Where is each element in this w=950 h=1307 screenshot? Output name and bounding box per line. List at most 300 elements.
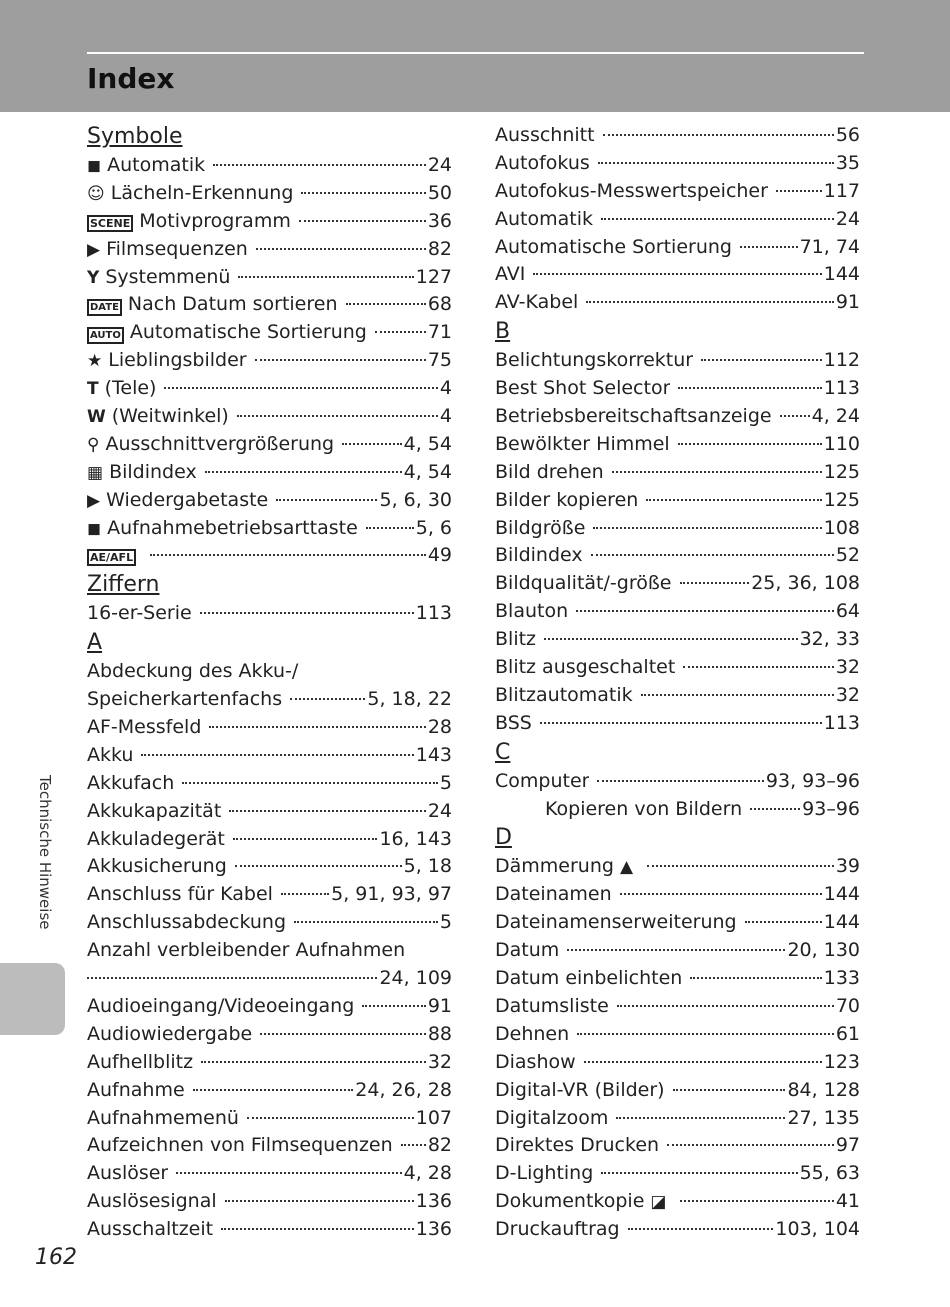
- index-entry[interactable]: [495, 682, 860, 710]
- entry-label: Bilder kopieren: [495, 488, 639, 511]
- dot-leader: [281, 893, 329, 895]
- dot-leader: [235, 865, 402, 867]
- entry-label: Blitz: [495, 628, 537, 651]
- page-reference[interactable]: 112: [823, 349, 860, 372]
- entry-label: Abdeckung des Akku-/: [87, 660, 299, 683]
- page-reference[interactable]: 32: [835, 656, 860, 679]
- dot-leader: [276, 499, 377, 501]
- dot-leader: [225, 1200, 414, 1202]
- page-reference[interactable]: 108: [823, 516, 860, 539]
- page-reference[interactable]: 5, 18, 22: [367, 688, 452, 711]
- entry-label: Akkuladegerät: [87, 827, 225, 850]
- page-reference[interactable]: 5, 6, 30: [379, 488, 452, 511]
- page-reference[interactable]: 5: [439, 911, 452, 934]
- page-reference[interactable]: 125: [823, 488, 860, 511]
- page-reference[interactable]: 5, 6: [415, 516, 452, 539]
- index-entry[interactable]: [495, 626, 860, 654]
- entry-label: Filmsequenzen: [106, 237, 248, 260]
- entry-label: Anschlussabdeckung: [87, 911, 287, 934]
- entry-label: Akkusicherung: [87, 855, 227, 878]
- dot-leader: [612, 471, 822, 473]
- index-entry[interactable]: [87, 487, 452, 515]
- entry-label: Anzahl verbleibender Aufnahmen: [87, 939, 406, 962]
- index-entry[interactable]: [87, 770, 452, 798]
- index-entry[interactable]: [495, 459, 860, 487]
- dot-leader: [182, 782, 438, 784]
- dot-leader: [680, 1200, 833, 1202]
- index-entry[interactable]: [495, 487, 860, 515]
- index-entry[interactable]: [87, 937, 452, 965]
- index-entry[interactable]: [87, 431, 452, 459]
- page-reference[interactable]: 71: [427, 321, 452, 344]
- entry-label: AVI: [495, 263, 526, 286]
- index-entry[interactable]: [87, 742, 452, 770]
- page-reference[interactable]: 88: [427, 1022, 452, 1045]
- entry-label: Ausschnitt: [495, 124, 595, 146]
- dot-leader: [366, 527, 414, 529]
- page-reference[interactable]: 71, 74: [799, 235, 860, 258]
- page-reference[interactable]: 50: [427, 181, 452, 204]
- entry-label: Automatische Sortierung: [495, 235, 732, 258]
- index-entry[interactable]: [87, 291, 452, 319]
- index-entry[interactable]: [87, 909, 452, 937]
- index-entry[interactable]: [87, 542, 452, 570]
- page-reference[interactable]: 55, 63: [799, 1162, 860, 1185]
- entry-label: Bildqualität/-größe: [495, 572, 672, 595]
- entry-label: Betriebsbereitschaftsanzeige: [495, 405, 772, 428]
- entry-label: Direktes Drucken: [495, 1134, 660, 1157]
- page-reference[interactable]: 24: [427, 799, 452, 822]
- entry-label: Bildindex: [109, 460, 197, 483]
- dot-leader: [597, 780, 763, 782]
- index-entry[interactable]: [495, 515, 860, 543]
- index-entry[interactable]: [87, 375, 452, 403]
- entry-label: Lieblingsbilder: [108, 349, 247, 372]
- index-entry[interactable]: [87, 459, 452, 487]
- entry-label: Aufnahme: [87, 1078, 185, 1101]
- page-reference[interactable]: 144: [823, 911, 860, 934]
- section-heading: Symbole: [87, 124, 183, 149]
- index-entry[interactable]: [87, 826, 452, 854]
- dot-leader: [620, 893, 822, 895]
- entry-label: Computer: [495, 769, 590, 792]
- page-reference[interactable]: 4, 54: [403, 460, 452, 483]
- index-entry[interactable]: [87, 798, 452, 826]
- smile-icon: ☺: [87, 183, 105, 204]
- entry-label: Druckauftrag: [495, 1218, 620, 1241]
- index-column-left: [87, 122, 452, 1244]
- entry-label: Anschluss für Kabel: [87, 883, 273, 906]
- entry-label: 16-er-Serie: [87, 602, 192, 625]
- page-reference[interactable]: 25, 36, 108: [751, 572, 860, 595]
- entry-label: Dokumentkopie: [495, 1190, 645, 1213]
- page-reference[interactable]: 32: [427, 1050, 452, 1073]
- index-entry[interactable]: [87, 1132, 452, 1160]
- dot-leader: [260, 1033, 426, 1035]
- dot-leader: [683, 666, 834, 668]
- index-entry[interactable]: [495, 598, 860, 626]
- entry-label: Digitalzoom: [495, 1106, 609, 1129]
- page-reference[interactable]: 97: [835, 1134, 860, 1157]
- dot-leader: [628, 1228, 774, 1230]
- index-entry[interactable]: [495, 431, 860, 459]
- dot-leader: [233, 838, 378, 840]
- dot-leader: [540, 722, 822, 724]
- page-reference[interactable]: 91: [427, 994, 452, 1017]
- entry-label: Dehnen: [495, 1022, 570, 1045]
- page-reference[interactable]: 107: [415, 1106, 452, 1129]
- page-reference[interactable]: 41: [835, 1190, 860, 1213]
- entry-label: Ausschnittvergrößerung: [105, 432, 335, 455]
- page-reference[interactable]: 24: [835, 207, 860, 230]
- play-icon: ▶: [87, 490, 101, 511]
- index-entry[interactable]: [495, 1077, 860, 1105]
- index-entry[interactable]: [495, 768, 860, 796]
- date-icon: DATE: [87, 299, 122, 316]
- index-entry[interactable]: [495, 710, 860, 738]
- movie-icon: ▶: [87, 239, 101, 260]
- page-reference[interactable]: 24, 26, 28: [355, 1078, 452, 1101]
- entry-label: Dateinamen: [495, 883, 612, 906]
- index-entry[interactable]: [495, 542, 860, 570]
- dot-leader: [750, 808, 800, 810]
- entry-label: Bild drehen: [495, 460, 604, 483]
- entry-label: AV-Kabel: [495, 291, 579, 314]
- entry-label: Akkukapazität: [87, 799, 222, 822]
- dot-leader: [201, 1061, 426, 1063]
- index-entry[interactable]: [87, 180, 452, 208]
- favorites-icon: ★: [87, 351, 103, 372]
- index-entry[interactable]: [87, 1188, 452, 1216]
- dot-leader: [150, 554, 426, 556]
- dot-leader: [616, 1117, 785, 1119]
- entry-label: Bildgröße: [495, 516, 586, 539]
- index-entry[interactable]: [495, 289, 860, 317]
- dot-leader: [647, 865, 834, 867]
- page-header: [0, 0, 950, 112]
- index-entry[interactable]: [495, 122, 860, 150]
- index-entry[interactable]: [87, 1216, 452, 1244]
- page-reference[interactable]: 4, 54: [403, 432, 452, 455]
- dot-leader: [362, 1005, 426, 1007]
- index-entry[interactable]: [495, 1160, 860, 1188]
- entry-label: Blauton: [495, 600, 569, 623]
- page-reference[interactable]: 91: [835, 291, 860, 314]
- index-entry[interactable]: [495, 909, 860, 937]
- entry-label: Bewölkter Himmel: [495, 432, 670, 455]
- page-reference[interactable]: 82: [427, 1134, 452, 1157]
- section-tab-label: Technische Hinweise: [36, 775, 54, 930]
- index-column-right: [495, 122, 860, 1244]
- page-reference[interactable]: 24, 109: [379, 967, 452, 990]
- page-reference[interactable]: 4: [439, 377, 452, 400]
- dot-leader: [601, 218, 834, 220]
- dot-leader: [141, 754, 413, 756]
- dot-leader: [598, 162, 834, 164]
- page-reference[interactable]: 93–96: [802, 797, 860, 820]
- dot-leader: [780, 415, 810, 417]
- entry-label: Ausschaltzeit: [87, 1218, 214, 1241]
- page-reference[interactable]: 20, 130: [787, 939, 860, 962]
- ae-afl-icon: AE/AFL: [87, 549, 136, 566]
- entry-label: Aufzeichnen von Filmsequenzen: [87, 1134, 393, 1157]
- index-entry[interactable]: [87, 993, 452, 1021]
- dot-leader: [205, 471, 402, 473]
- index-entry[interactable]: [87, 236, 452, 264]
- section-heading: C: [495, 739, 511, 765]
- entry-label: Belichtungskorrektur: [495, 349, 694, 372]
- dot-leader: [176, 1172, 401, 1174]
- dot-leader: [678, 443, 822, 445]
- index-entry[interactable]: [495, 853, 860, 881]
- entry-label: Systemmenü: [105, 265, 231, 288]
- page-reference[interactable]: 68: [427, 293, 452, 316]
- dot-leader: [776, 190, 822, 192]
- dot-leader: [290, 698, 365, 700]
- index-entry[interactable]: [87, 152, 452, 180]
- page-reference[interactable]: 27, 135: [787, 1106, 860, 1129]
- index-entry[interactable]: [87, 1049, 452, 1077]
- dot-leader: [209, 726, 425, 728]
- page-reference[interactable]: 70: [835, 994, 860, 1017]
- page-reference[interactable]: 5, 91, 93, 97: [331, 883, 452, 906]
- index-entry[interactable]: [495, 178, 860, 206]
- section-heading: B: [495, 319, 511, 345]
- entry-label: Motivprogramm: [139, 209, 291, 232]
- page-reference[interactable]: 93, 93–96: [765, 769, 860, 792]
- page-reference[interactable]: 61: [835, 1022, 860, 1045]
- entry-label: Digital-VR (Bilder): [495, 1078, 665, 1101]
- dot-leader: [667, 1144, 834, 1146]
- index-entry[interactable]: [495, 375, 860, 403]
- index-entry[interactable]: [87, 1160, 452, 1188]
- index-entry[interactable]: [87, 881, 452, 909]
- index-entry[interactable]: [495, 1132, 860, 1160]
- tele-icon: T: [87, 379, 99, 400]
- wrench-icon: Y: [87, 267, 100, 288]
- entry-label: (Weitwinkel): [111, 405, 229, 428]
- index-entry[interactable]: [495, 403, 860, 431]
- entry-label: (Tele): [104, 377, 157, 400]
- dot-leader: [247, 1117, 414, 1119]
- page-reference[interactable]: 110: [823, 432, 860, 455]
- page-number: 162: [35, 1245, 77, 1270]
- page-reference[interactable]: 28: [427, 716, 452, 739]
- index-entry[interactable]: [495, 1021, 860, 1049]
- dot-leader: [745, 921, 822, 923]
- dot-leader: [256, 248, 426, 250]
- dot-leader: [401, 1144, 426, 1146]
- page-reference[interactable]: 123: [823, 1050, 860, 1073]
- entry-label: Lächeln-Erkennung: [110, 181, 294, 204]
- entry-label: Speicherkartenfachs: [87, 688, 283, 711]
- section-heading: A: [87, 630, 103, 656]
- dot-leader: [533, 273, 821, 275]
- entry-label: Audiowiedergabe: [87, 1022, 253, 1045]
- entry-label: Datumsliste: [495, 994, 609, 1017]
- page-reference[interactable]: 4, 24: [811, 405, 860, 428]
- section-heading: D: [495, 825, 512, 851]
- dot-leader: [586, 301, 833, 303]
- dot-leader: [193, 1089, 354, 1091]
- index-entry[interactable]: [495, 570, 860, 598]
- dot-leader: [200, 612, 414, 614]
- index-entry[interactable]: [87, 319, 452, 347]
- page-reference[interactable]: 35: [835, 151, 860, 174]
- entry-label: Datum einbelichten: [495, 967, 683, 990]
- dot-leader: [591, 554, 834, 556]
- dot-leader: [701, 359, 822, 361]
- index-entry[interactable]: [495, 1188, 860, 1216]
- index-entry[interactable]: [495, 261, 860, 289]
- dot-leader: [255, 359, 426, 361]
- index-entry[interactable]: [87, 965, 452, 993]
- page-reference[interactable]: 103, 104: [775, 1218, 860, 1241]
- dot-leader: [544, 638, 798, 640]
- page-reference[interactable]: 136: [415, 1190, 452, 1213]
- index-entry[interactable]: [87, 403, 452, 431]
- index-entry[interactable]: [87, 658, 452, 686]
- index-entry[interactable]: [495, 881, 860, 909]
- dot-leader: [238, 276, 413, 278]
- header-rule: [87, 52, 864, 54]
- entry-label: Best Shot Selector: [495, 377, 671, 400]
- page-reference[interactable]: 144: [823, 883, 860, 906]
- page-reference[interactable]: 117: [823, 179, 860, 202]
- page-reference[interactable]: 39: [835, 855, 860, 878]
- index-entry[interactable]: [87, 853, 452, 881]
- index-entry[interactable]: [87, 208, 452, 236]
- section-tab: [0, 963, 65, 1035]
- page-reference[interactable]: 113: [823, 711, 860, 734]
- index-entry[interactable]: [495, 347, 860, 375]
- entry-label: Automatik: [495, 207, 593, 230]
- dot-leader: [221, 1228, 414, 1230]
- index-entry[interactable]: [495, 993, 860, 1021]
- page-reference[interactable]: 64: [835, 600, 860, 623]
- page-reference[interactable]: 4, 28: [403, 1162, 452, 1185]
- dot-leader: [213, 164, 426, 166]
- entry-label: AF-Messfeld: [87, 716, 202, 739]
- index-entry[interactable]: [87, 600, 452, 628]
- page-reference[interactable]: 125: [823, 460, 860, 483]
- dot-leader: [740, 246, 798, 248]
- index-entry[interactable]: [495, 937, 860, 965]
- entry-label: Blitzautomatik: [495, 683, 633, 706]
- index-entry[interactable]: [87, 714, 452, 742]
- dot-leader: [294, 921, 438, 923]
- page-reference[interactable]: 5: [439, 771, 452, 794]
- page-reference[interactable]: 127: [415, 265, 452, 288]
- index-entry[interactable]: [87, 1021, 452, 1049]
- dot-leader: [690, 977, 821, 979]
- index-entry[interactable]: [495, 1105, 860, 1133]
- dusk-icon: ▲: [619, 857, 634, 878]
- entry-label: BSS: [495, 711, 532, 734]
- dot-leader: [229, 810, 426, 812]
- page-reference[interactable]: 4: [439, 405, 452, 428]
- entry-label: Nach Datum sortieren: [127, 293, 338, 316]
- page-reference[interactable]: 52: [835, 544, 860, 567]
- page-reference[interactable]: 113: [415, 602, 452, 625]
- entry-label: Auslösesignal: [87, 1190, 217, 1213]
- entry-label: Aufnahmebetriebsarttaste: [107, 516, 358, 539]
- page-title: Index: [87, 62, 175, 95]
- dot-leader: [342, 443, 402, 445]
- page-reference[interactable]: 16, 143: [379, 827, 452, 850]
- page-reference[interactable]: 32: [835, 683, 860, 706]
- index-entry[interactable]: [495, 1216, 860, 1244]
- entry-label: Wiedergabetaste: [106, 488, 269, 511]
- scene-icon: SCENE: [87, 215, 133, 232]
- entry-label: Automatische Sortierung: [129, 321, 367, 344]
- page-reference[interactable]: 75: [427, 349, 452, 372]
- index-entry[interactable]: [87, 686, 452, 714]
- shooting-icon: ◼: [87, 518, 102, 539]
- index-entry[interactable]: [495, 206, 860, 234]
- page-reference[interactable]: 136: [415, 1218, 452, 1241]
- dot-leader: [164, 387, 437, 389]
- index-entry[interactable]: [87, 1105, 452, 1133]
- entry-label: Dateinamenserweiterung: [495, 911, 737, 934]
- thumbnail-icon: ▦: [87, 462, 104, 483]
- index-entry[interactable]: [495, 150, 860, 178]
- index-entry[interactable]: [495, 965, 860, 993]
- page-reference[interactable]: 144: [823, 263, 860, 286]
- page-reference[interactable]: 133: [823, 967, 860, 990]
- index-entry[interactable]: [87, 515, 452, 543]
- entry-label: Autofokus: [495, 151, 590, 174]
- entry-label: Aufnahmemenü: [87, 1106, 239, 1129]
- dot-leader: [576, 610, 834, 612]
- auto-sort-icon: AUTO: [87, 327, 124, 344]
- section-heading: Ziffern: [87, 572, 160, 598]
- entry-label: Diashow: [495, 1050, 576, 1073]
- page-reference[interactable]: 5, 18: [403, 855, 452, 878]
- page-reference[interactable]: 82: [427, 237, 452, 260]
- page-reference[interactable]: 49: [427, 544, 452, 567]
- index-entry[interactable]: [495, 234, 860, 262]
- page-reference[interactable]: 143: [415, 743, 452, 766]
- dot-leader: [603, 134, 834, 136]
- index-entry[interactable]: [87, 347, 452, 375]
- page-reference[interactable]: 32, 33: [799, 628, 860, 651]
- magnify-icon: ⚲: [87, 434, 100, 455]
- index-entry[interactable]: [87, 264, 452, 292]
- page-reference[interactable]: 113: [823, 377, 860, 400]
- dot-leader: [617, 1005, 834, 1007]
- dot-leader: [601, 1172, 797, 1174]
- index-entry[interactable]: [495, 796, 860, 824]
- index-entry[interactable]: [87, 1077, 452, 1105]
- entry-label: Akku: [87, 743, 134, 766]
- page-reference[interactable]: 84, 128: [787, 1078, 860, 1101]
- dot-leader: [567, 949, 785, 951]
- page-reference[interactable]: 24: [427, 154, 452, 176]
- index-entry[interactable]: [495, 654, 860, 682]
- dot-leader: [680, 582, 750, 584]
- dot-leader: [584, 1061, 822, 1063]
- index-entry[interactable]: [495, 1049, 860, 1077]
- page-reference[interactable]: 56: [835, 124, 860, 146]
- dot-leader: [375, 331, 426, 333]
- entry-label: Auslöser: [87, 1162, 169, 1185]
- page-reference[interactable]: 36: [427, 209, 452, 232]
- wide-icon: W: [87, 407, 106, 428]
- entry-label: Automatik: [107, 154, 206, 176]
- entry-label: Bildindex: [495, 544, 583, 567]
- dot-leader: [646, 499, 821, 501]
